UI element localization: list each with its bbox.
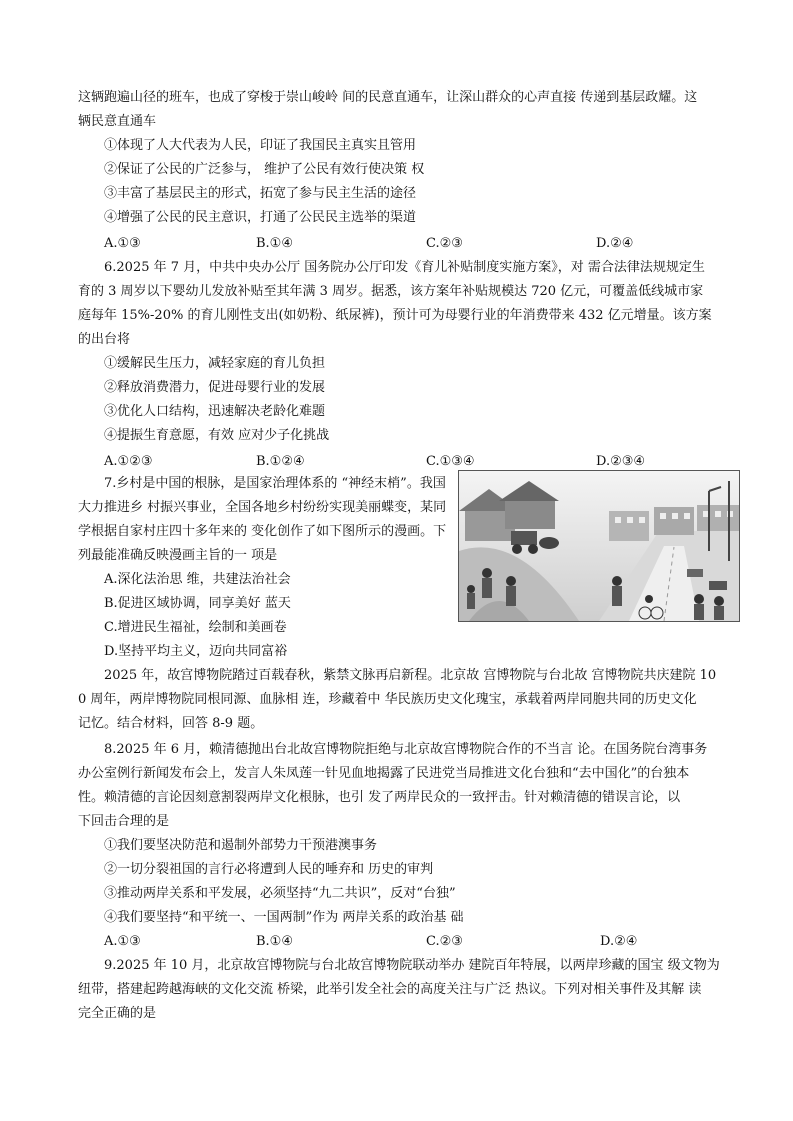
q7-option-b[interactable]: B.促进区域协调，同享美好 蓝天 bbox=[104, 596, 291, 611]
rural-change-cartoon bbox=[458, 470, 740, 622]
intro-line-1: 2025 年，故宫博物院踏过百载春秋，紫禁文脉再启新程。北京故 宫博物院与台北故 宫博物院共庆建院 10 bbox=[104, 668, 717, 683]
q5-choice-b[interactable]: B.①④ bbox=[256, 236, 293, 251]
q7-option-c[interactable]: C.增进民生福祉，绘制和美画卷 bbox=[104, 620, 287, 635]
q6-stem-line-1: 6.2025 年 7 月，中共中央办公厅 国务院办公厅印发《育儿补贴制度实施方案》，对 需合法律法规规定生 bbox=[104, 260, 705, 275]
q6-choice-d[interactable]: D.②③④ bbox=[596, 454, 646, 469]
cartoon-illustration bbox=[459, 471, 739, 621]
q5-choice-d[interactable]: D.②④ bbox=[596, 236, 634, 251]
q5-choices bbox=[104, 232, 716, 256]
q6-choice-b[interactable]: B.①②④ bbox=[256, 454, 305, 469]
q7-stem-line-4: 列最能准确反映漫画主旨的一 项是 bbox=[78, 548, 278, 563]
q7-stem-line-3: 学根据自家村庄四十多年来的 变化创作了如下图所示的漫画。下 bbox=[78, 524, 447, 539]
q6-option-2: ②释放消费潜力，促进母婴行业的发展 bbox=[104, 380, 326, 395]
q8-stem-line-3: 性。赖清德的言论因刻意割裂两岸文化根脉，也引 发了两岸民众的一致抨击。针对赖清德的错误言论，以 bbox=[78, 790, 681, 805]
q6-choice-a[interactable]: A.①②③ bbox=[104, 454, 153, 469]
q5-choice-c[interactable]: C.②③ bbox=[426, 236, 463, 251]
q9-stem-line-1: 9.2025 年 10 月，北京故宫博物院与台北故宫博物院联动举办 建院百年特展，以两岸珍藏的国宝 级文物为 bbox=[104, 958, 720, 973]
q8-stem-line-4: 下回击合理的是 bbox=[78, 814, 170, 829]
q8-option-4: ④我们要坚持“和平统一、一国两制”作为 两岸关系的政治基 础 bbox=[104, 910, 464, 925]
q7-option-d[interactable]: D.坚持平均主义，迈向共同富裕 bbox=[104, 644, 288, 659]
q6-option-4: ④提振生育意愿，有效 应对少子化挑战 bbox=[104, 428, 330, 443]
q5-stem-line-1: 这辆跑遍山径的班车，也成了穿梭于崇山峻岭 间的民意直通车，让深山群众的心声直接 传递到基层政耀。这 bbox=[78, 90, 698, 105]
q6-stem-line-3: 庭每年 15%-20% 的育儿刚性支出(如奶粉、纸尿裤)，预计可为母婴行业的年消费带来 432 亿元增量。该方案 bbox=[78, 308, 712, 323]
intro-line-2: 0 周年，两岸博物院同根同源、血脉相 连，珍藏着中 华民族历史文化瑰宝，承载着两岸同胞共同的历史文化 bbox=[78, 692, 697, 707]
q6-option-1: ①缓解民生压力，减轻家庭的育儿负担 bbox=[104, 356, 326, 371]
q5-option-3: ③丰富了基层民主的形式，拓宽了参与民主生活的途径 bbox=[104, 186, 417, 201]
q7-stem-line-2: 大力推进乡 村振兴事业，全国各地乡村纷纷实现美丽蝶变，某同 bbox=[78, 500, 447, 515]
q8-choices bbox=[104, 930, 716, 954]
intro-line-3: 记忆。结合材料，回答 8-9 题。 bbox=[78, 716, 264, 731]
q9-stem-line-3: 完全正确的是 bbox=[78, 1006, 157, 1021]
q5-option-4: ④增强了公民的民主意识，打通了公民民主选举的渠道 bbox=[104, 210, 417, 225]
q5-option-2: ②保证了公民的广泛参与， 维护了公民有效行使决策 权 bbox=[104, 162, 425, 177]
q7-option-a[interactable]: A.深化法治思 维，共建法治社会 bbox=[104, 572, 291, 587]
q9-stem-line-2: 纽带，搭建起跨越海峡的文化交流 桥梁，此举引发全社会的高度关注与广泛 热议。下列对相关事件及其解 读 bbox=[78, 982, 702, 997]
q5-stem-line-2: 辆民意直通车 bbox=[78, 114, 157, 129]
q8-choice-c[interactable]: C.②③ bbox=[426, 934, 463, 949]
q6-option-3: ③优化人口结构，迅速解决老龄化难题 bbox=[104, 404, 326, 419]
q8-choice-d[interactable]: D.②④ bbox=[600, 934, 638, 949]
q8-option-1: ①我们要坚决防范和遏制外部势力干预港澳事务 bbox=[104, 838, 378, 853]
q8-choice-b[interactable]: B.①④ bbox=[256, 934, 293, 949]
q6-choice-c[interactable]: C.①③④ bbox=[426, 454, 475, 469]
q8-choice-a[interactable]: A.①③ bbox=[104, 934, 141, 949]
q7-stem-line-1: 7.乡村是中国的根脉，是国家治理体系的 “神经末梢”。我国 bbox=[104, 476, 446, 491]
q8-option-3: ③推动两岸关系和平发展，必须坚持“九二共识”，反对“台独” bbox=[104, 886, 456, 901]
q6-stem-line-4: 的出台将 bbox=[78, 332, 131, 347]
q8-stem-line-1: 8.2025 年 6 月，赖清德抛出台北故宫博物院拒绝与北京故宫博物院合作的不当言 论。在国务院台湾事务 bbox=[104, 742, 708, 757]
q8-option-2: ②一切分裂祖国的言行必将遭到人民的唾弃和 历史的审判 bbox=[104, 862, 434, 877]
q5-option-1: ①体现了人大代表为人民，印证了我国民主真实且管用 bbox=[104, 138, 417, 153]
q8-stem-line-2: 办公室例行新闻发布会上，发言人朱凤莲一针见血地揭露了民进党当局推进文化台独和“去中国化”的台独本 bbox=[78, 766, 690, 781]
q6-stem-line-2: 育的 3 周岁以下婴幼儿发放补贴至其年满 3 周岁。据悉，该方案年补贴规模达 720 亿元，可覆盖低线城市家 bbox=[78, 284, 704, 299]
q5-choice-a[interactable]: A.①③ bbox=[104, 236, 141, 251]
